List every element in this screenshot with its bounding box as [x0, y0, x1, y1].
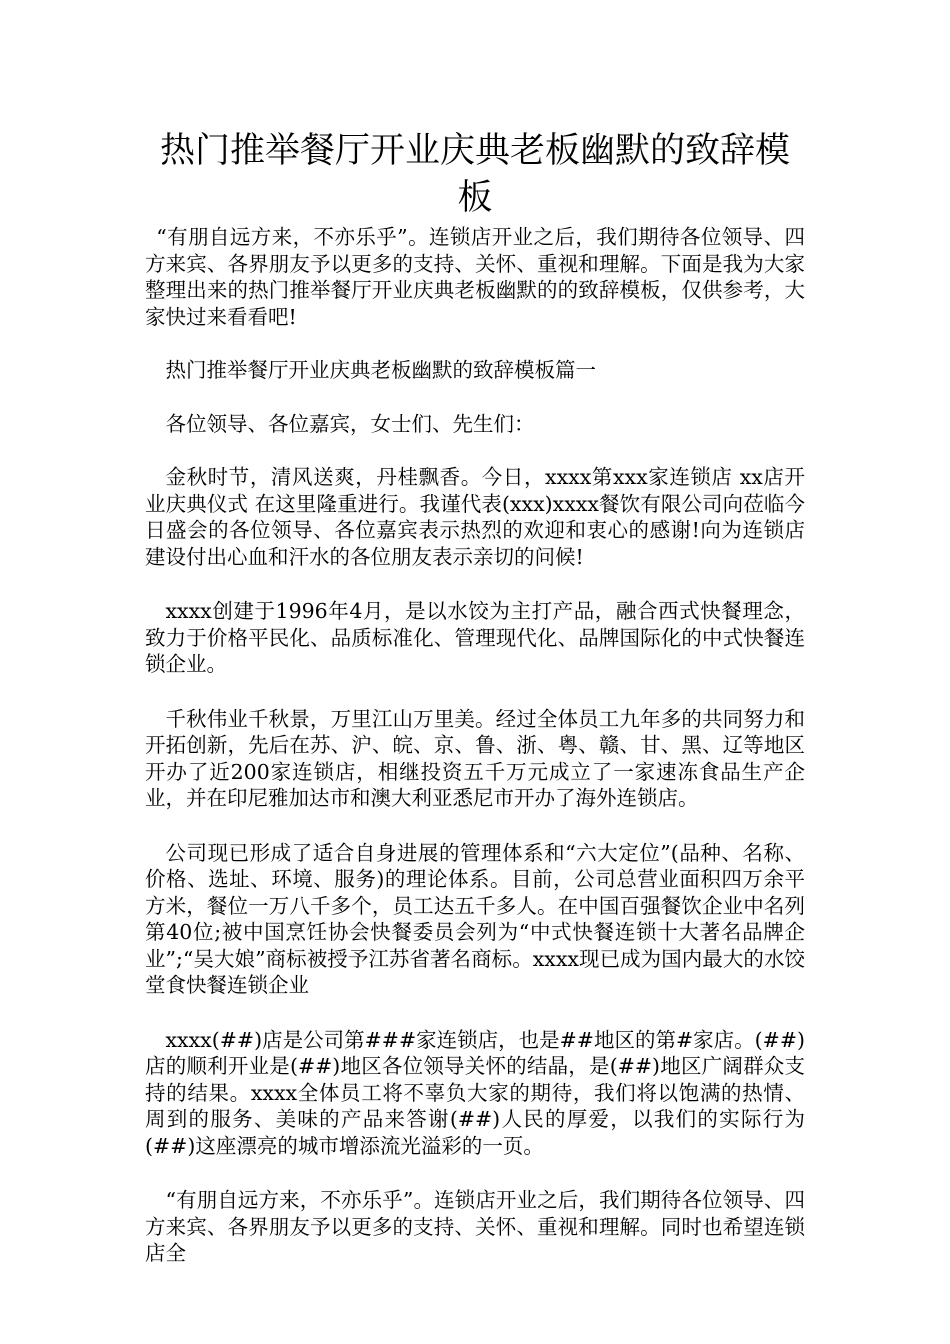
body-paragraph: xxxx(##)店是公司第###家连锁店，也是##地区的第#家店。(##)店的顺利开业是(##)地区各位领导关怀的结晶，是(##)地区广阔群众支持的结果。xxxx全体员工将不辜负大家的期待，我们将以饱满的热情、周到的服务、美味的产品来答谢(##)人民的厚爱，以我们的实际行为(##)这座漂亮的城市增添流光溢彩的一页。 [145, 1027, 806, 1158]
body-paragraph: “有朋自远方来，不亦乐乎”。连锁店开业之后，我们期待各位领导、四方来宾、各界朋友予以更多的支持、关怀、重视和理解。同时也希望连锁店全 [145, 1188, 805, 1265]
document-page [145, 0, 805, 1267]
body-paragraph: 公司现已形成了适合自身进展的管理体系和“六大定位”(品种、名称、价格、选址、环境、服务)的理论体系。目前，公司总营业面积四万余平方米，餐位一万八千多个，员工达五千多人。在中国百强餐饮企业中名列第40位;被中国烹饪协会快餐委员会列为“中式快餐连锁十大著名品牌企业”;“吴大娘”商标被授予江苏省著名商标。xxxx现已成为国内最大的水饺堂食快餐连锁企业 [145, 840, 805, 997]
salutation: 各位领导、各位嘉宾，女士们、先生们： [165, 411, 535, 436]
intro-paragraph: “有朋自远方来，不亦乐乎”。连锁店开业之后，我们期待各位领导、四方来宾、各界朋友予以更多的支持、关怀、重视和理解。下面是我为大家整理出来的热门推举餐厅开业庆典老板幽默的的致辞模板，仅供参考，大家快过来看看吧! [145, 225, 805, 329]
body-paragraph: xxxx创建于1996年4月，是以水饺为主打产品，融合西式快餐理念，致力于价格平民化、品质标准化、管理现代化、品牌国际化的中式快餐连锁企业。 [145, 599, 805, 676]
document-title: 热门推举餐厅开业庆典老板幽默的致辞模板 [159, 131, 790, 218]
body-paragraph: 金秋时节，清风送爽，丹桂飘香。今日，xxxx第xxx家连锁店 xx店开业庆典仪式 在这里隆重进行。我谨代表(xxx)xxxx餐饮有限公司向莅临今日盛会的各位领导、各位嘉宾表示热烈的欢迎和衷心的感谢!向为连锁店建设付出心血和汗水的各位朋友表示亲切的问候! [145, 465, 805, 569]
body-paragraph: 千秋伟业千秋景，万里江山万里美。经过全体员工九年多的共同努力和开拓创新，先后在苏、沪、皖、京、鲁、浙、粤、赣、甘、黑、辽等地区开办了近200家连锁店，相继投资五千万元成立了一家速冻食品生产企业，并在印尼雅加达市和澳大利亚悉尼市开办了海外连锁店。 [145, 706, 805, 810]
section-heading: 热门推举餐厅开业庆典老板幽默的致辞模板篇一 [165, 358, 596, 382]
